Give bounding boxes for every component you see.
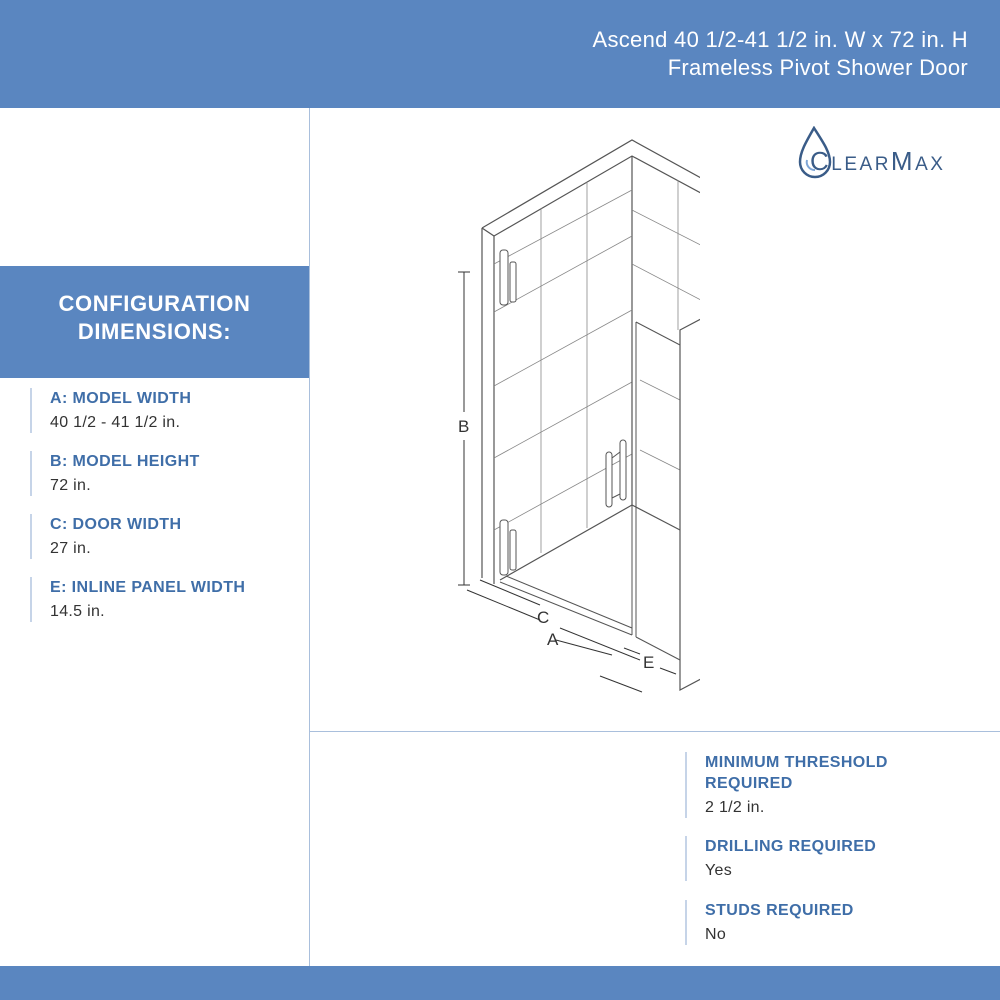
req-minimum-threshold — [685, 752, 888, 818]
logo-letter-m: M — [890, 146, 916, 176]
header-band — [0, 0, 1000, 108]
product-title — [592, 26, 968, 82]
door-hardware — [500, 250, 626, 575]
dimension-label-b: B — [458, 417, 470, 436]
logo-text-ax: AX — [915, 154, 946, 175]
logo-text-lear: LEAR — [831, 154, 891, 175]
logo-letter-c: C — [810, 146, 832, 176]
door-glass — [500, 320, 680, 660]
shower-door-diagram — [440, 130, 700, 720]
req-label: DRILLING REQUIRED — [705, 838, 877, 855]
spec-value: 40 1/2 - 41 1/2 in. — [50, 414, 181, 431]
product-title-line2: Frameless Pivot Shower Door — [667, 55, 968, 80]
req-value: 2 1/2 in. — [705, 799, 765, 816]
spec-inline-panel-width — [30, 577, 245, 622]
spec-value: 14.5 in. — [50, 603, 105, 620]
clearmax-logo — [796, 126, 972, 184]
spec-model-height — [30, 451, 200, 496]
config-heading-line1: CONFIGURATION — [58, 291, 251, 316]
vertical-divider — [309, 108, 310, 966]
clearmax-wordmark — [810, 146, 945, 177]
dimension-label-c: C — [537, 608, 550, 627]
spec-model-width — [30, 388, 191, 433]
configuration-dimensions-heading — [0, 266, 309, 378]
wall-tile-grid — [494, 180, 700, 553]
product-title-line1: Ascend 40 1/2-41 1/2 in. W x 72 in. H — [592, 27, 968, 52]
dimension-label-e: E — [643, 653, 655, 672]
spec-value: 27 in. — [50, 540, 91, 557]
dimension-label-a: A — [547, 630, 559, 649]
spec-label: C: DOOR WIDTH — [50, 516, 182, 533]
shower-enclosure-outline — [482, 140, 700, 584]
spec-label: A: MODEL WIDTH — [50, 390, 192, 407]
spec-value: 72 in. — [50, 477, 91, 494]
req-label-line2: REQUIRED — [705, 775, 793, 792]
footer-band — [0, 966, 1000, 1000]
req-value: Yes — [705, 862, 733, 879]
dimension-lines — [458, 272, 676, 692]
config-heading-line2: DIMENSIONS: — [77, 319, 232, 344]
req-label: STUDS REQUIRED — [705, 902, 854, 919]
spec-label: B: MODEL HEIGHT — [50, 453, 200, 470]
spec-door-width — [30, 514, 181, 559]
req-studs — [685, 900, 854, 945]
req-value: No — [705, 926, 727, 943]
front-wall — [680, 250, 700, 690]
req-drilling — [685, 836, 876, 881]
req-label-line1: MINIMUM THRESHOLD — [705, 754, 888, 771]
spec-label: E: INLINE PANEL WIDTH — [50, 579, 246, 596]
horizontal-divider — [310, 731, 1000, 732]
